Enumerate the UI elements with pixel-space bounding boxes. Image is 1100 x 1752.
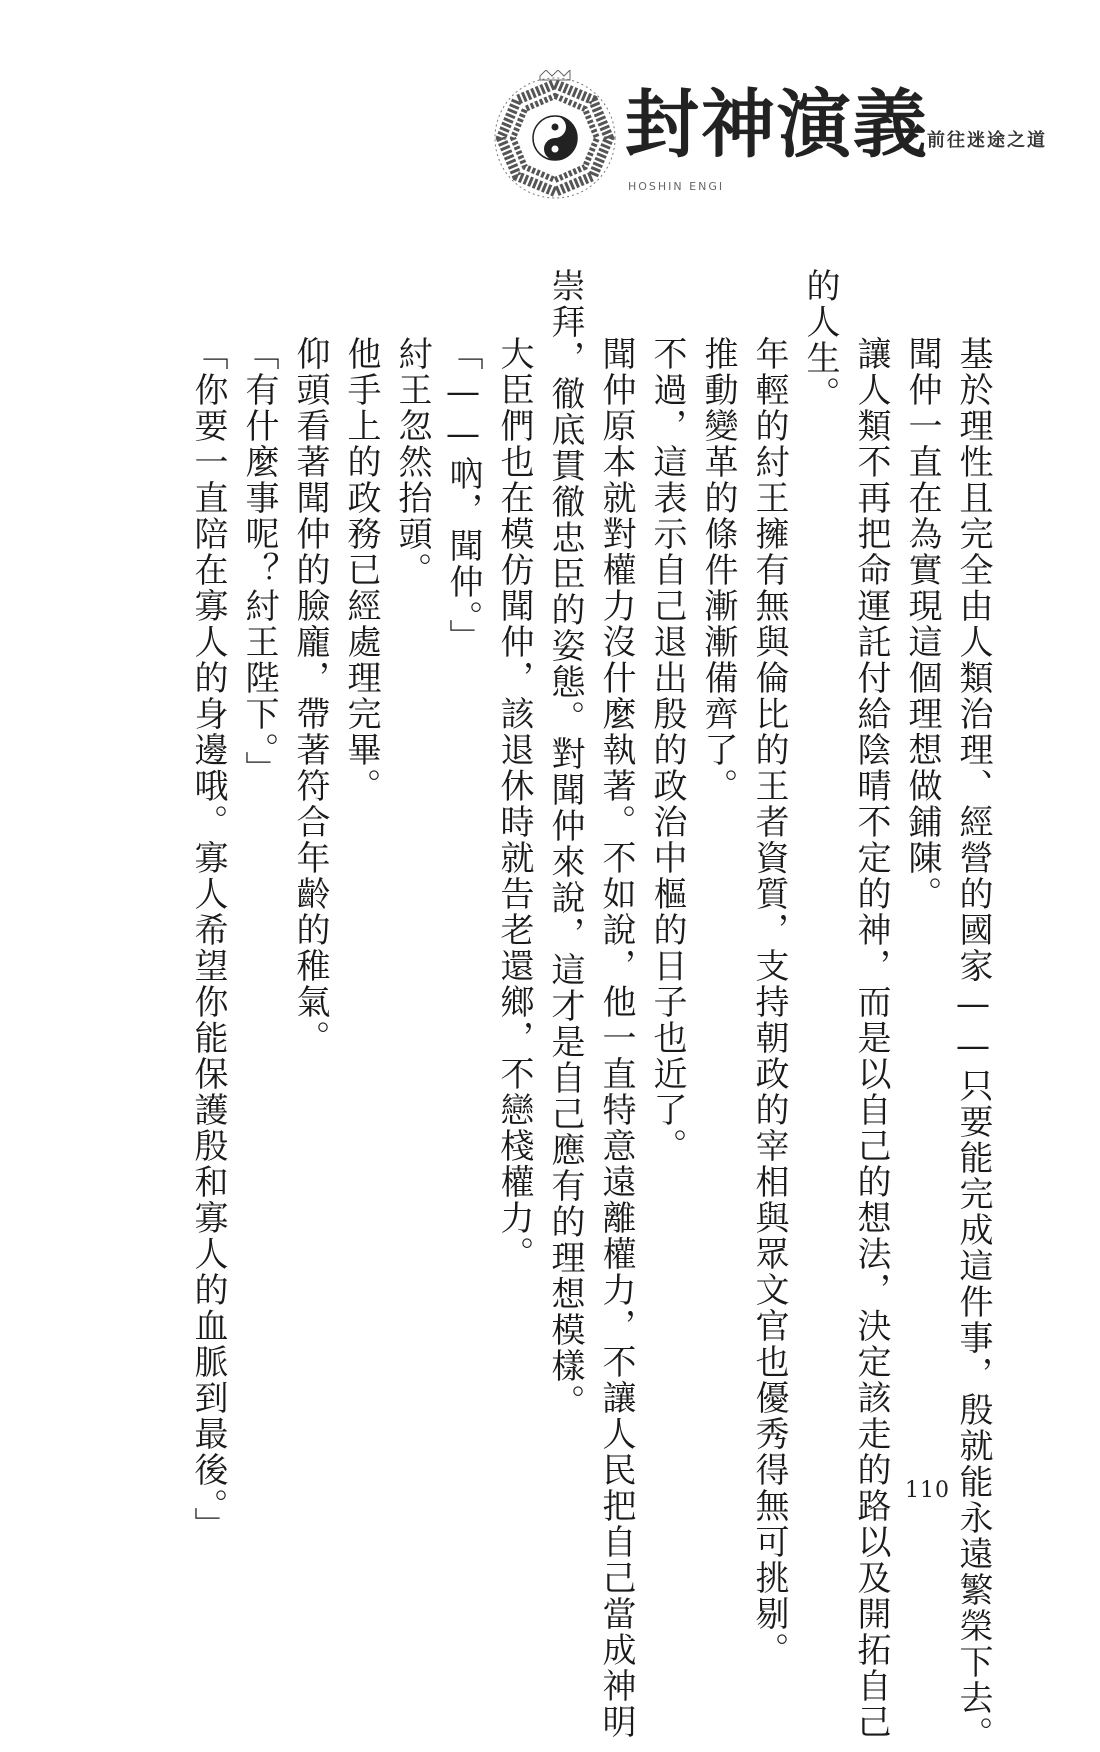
bagua-yinyang-emblem — [490, 70, 620, 200]
text-column: 讓人類不再把命運託付給陰晴不定的神，而是以自己的想法，決定該走的路以及開拓自己 — [851, 336, 891, 1740]
book-title-romaji: HOSHIN ENGI — [628, 180, 725, 193]
chapter-subtitle: 前往迷途之道 — [927, 130, 1047, 151]
page-number: 110 — [905, 1478, 950, 1503]
text-column: 年輕的紂王擁有無與倫比的王者資質，支持朝政的宰相與眾文官也優秀得無可挑剔。 — [749, 336, 789, 1668]
text-column: 基於理性且完全由人類治理、經營的國家——只要能完成這件事，殷就能永遠繁榮下去。 — [953, 336, 993, 1752]
book-header — [490, 60, 1050, 210]
text-column: 推動變革的條件漸漸備齊了。 — [698, 336, 738, 804]
text-column: 「——吶，聞仲。」 — [443, 336, 483, 655]
book-title: 封神演義 — [625, 82, 929, 168]
text-column: 聞仲原本就對權力沒什麼執著。不如說，他一直特意遠離權力，不讓人民把自己當成神明 — [596, 336, 636, 1740]
text-column: 不過，這表示自己退出殷的政治中樞的日子也近了。 — [647, 336, 687, 1164]
text-column: 聞仲一直在為實現這個理想做鋪陳。 — [902, 336, 942, 912]
text-column: 「有什麼事呢？紂王陛下。」 — [239, 336, 279, 787]
text-column: 「你要一直陪在寡人的身邊哦。寡人希望你能保護殷和寡人的血脈到最後。」 — [188, 336, 228, 1543]
text-column: 大臣們也在模仿聞仲，該退休時就告老還鄉，不戀棧權力。 — [494, 336, 534, 1272]
text-column: 的人生。 — [800, 268, 840, 412]
text-column: 他手上的政務已經處理完畢。 — [341, 336, 381, 804]
text-column: 紂王忽然抬頭。 — [392, 336, 432, 588]
text-column: 仰頭看著聞仲的臉龐，帶著符合年齡的稚氣。 — [290, 336, 330, 1056]
text-column: 崇拜，徹底貫徹忠臣的姿態。對聞仲來說，這才是自己應有的理想模樣。 — [545, 268, 585, 1420]
